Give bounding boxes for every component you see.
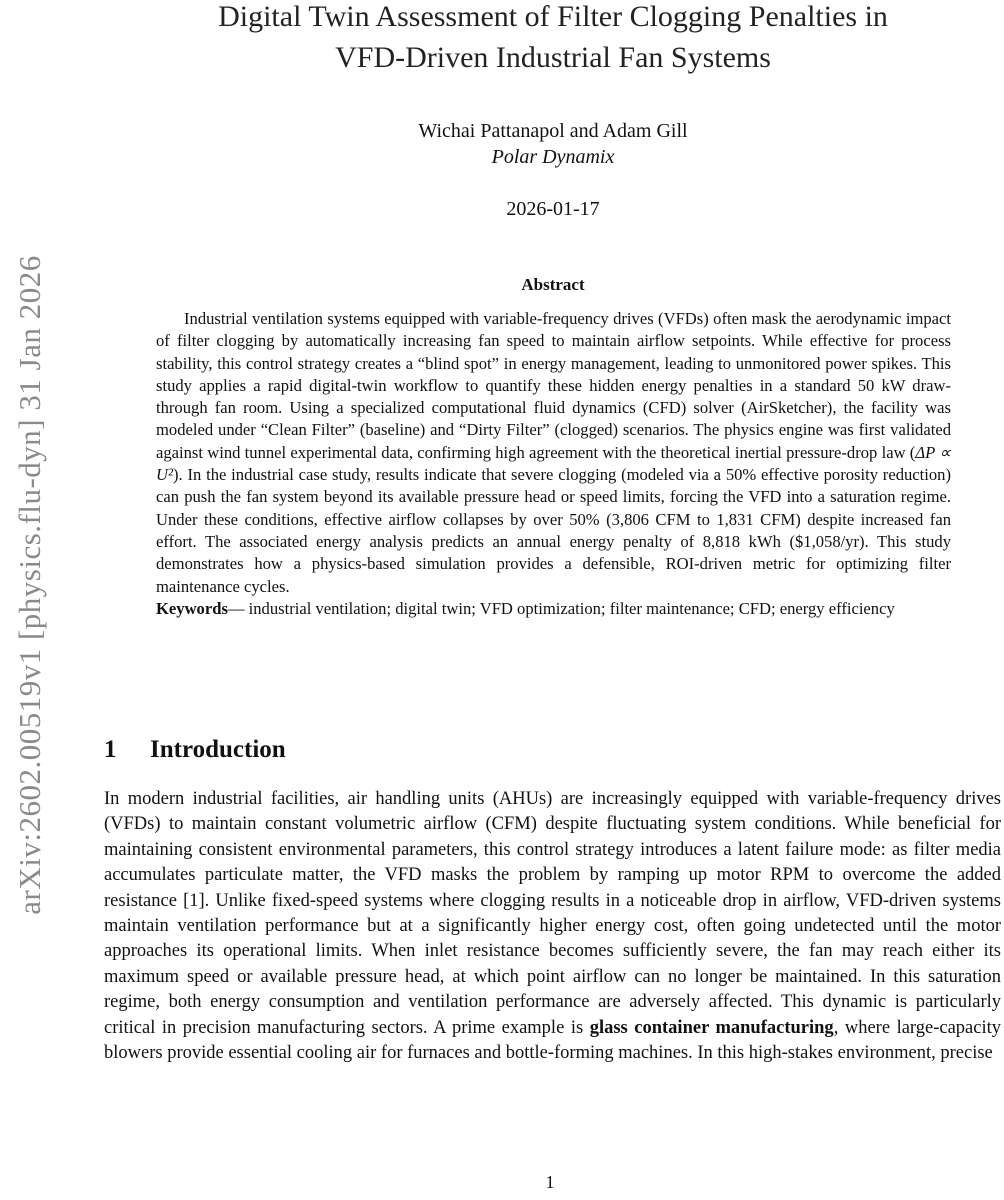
paper-affiliation: Polar Dynamix <box>491 146 615 168</box>
intro-text-1: In modern industrial facilities, air handling units (AHUs) are increasingly equipped with variable-frequency drives (VFDs) to maintain constant volumetric airflow (CFM) despite fluctuating system conditions. While beneficial for maintaining consistent environmental parameters, this control strategy introduces a latent failure mode: as filter media accumulates particulate matter, the VFD masks the problem by ramping up motor RPM to overcome the added resistance [1]. Unlike fixed-speed systems where clogging results in a noticeable drop in airflow, VFD-driven systems maintain ventilation performance but at a significantly higher energy cost, often going undetected until the motor approaches its operational limits. When inlet resistance becomes sufficiently severe, the fan may reach either its maximum speed or available pressure head, at which point airflow can no longer be maintained. In this saturation regime, both energy consumption and ventilation performance are adversely affected. This dynamic is particularly critical in precision manufacturing sectors. A prime example is <box>104 789 1001 1038</box>
keywords-line <box>156 598 951 620</box>
paper-authors: Wichai Pattanapol and Adam Gill <box>418 120 688 142</box>
keywords-label: Keywords <box>156 598 228 618</box>
paper-date: 2026-01-17 <box>506 198 600 220</box>
arxiv-identifier: arXiv:2602.00519v1 [physics.flu-dyn] 31 Jan 2026 <box>12 255 47 915</box>
section-number: 1 <box>104 736 117 763</box>
keywords-text: — industrial ventilation; digital twin; VFD optimization; filter maintenance; CFD; energy efficiency <box>227 598 895 618</box>
abstract-body <box>156 308 951 620</box>
abstract-heading: Abstract <box>521 275 585 294</box>
paper-title <box>150 0 956 78</box>
arxiv-sidebar <box>0 110 60 1060</box>
page-number: 1 <box>545 1172 555 1192</box>
introduction-paragraph <box>104 787 1001 1066</box>
title-line-2: VFD-Driven Industrial Fan Systems <box>335 41 771 74</box>
section-title: Introduction <box>150 736 286 763</box>
abstract-formula: ΔP ∝ U² <box>156 442 952 485</box>
abstract-text-1: Industrial ventilation systems equipped with variable-frequency drives (VFDs) often mask the aerodynamic impact of filter clogging by automatically increasing fan speed to maintain airflow setpoints. While effective for process stability, this control strategy creates a “blind spot” in energy management, leading to unmonitored power spikes. This study applies a rapid digital-twin workflow to quantify these hidden energy penalties in a standard 50 kW draw-through fan room. Using a specialized computational fluid dynamics (CFD) solver (AirSketcher), the facility was modeled under “Clean Filter” (baseline) and “Dirty Filter” (clogged) scenarios. The physics engine was first validated against wind tunnel experimental data, confirming high agreement with the theoretical inertial pressure-drop law ( <box>156 309 951 462</box>
intro-bold-text: glass container manufacturing <box>589 1017 834 1038</box>
title-line-1: Digital Twin Assessment of Filter Clogging Penalties in <box>218 0 888 33</box>
section-heading-introduction <box>104 733 286 767</box>
abstract-text-2: ). In the industrial case study, results indicate that severe clogging (modeled via a 50% effective porosity reduction) can push the fan system beyond its available pressure head or speed limits, forcing the VFD into a saturation regime. Under these conditions, effective airflow collapses by over 50% (3,806 CFM to 1,831 CFM) despite increased fan effort. The associated energy analysis predicts an annual energy penalty of 8,818 kWh ($1,058/yr). This study demonstrates how a physics-based simulation provides a defensible, ROI-driven metric for optimizing filter maintenance cycles. <box>156 465 951 596</box>
abstract-paragraph <box>156 308 951 598</box>
intro-text-2: , where large-capacity blowers provide essential cooling air for furnaces and bottle-forming machines. In this high-stakes environment, precise <box>104 1017 1001 1064</box>
